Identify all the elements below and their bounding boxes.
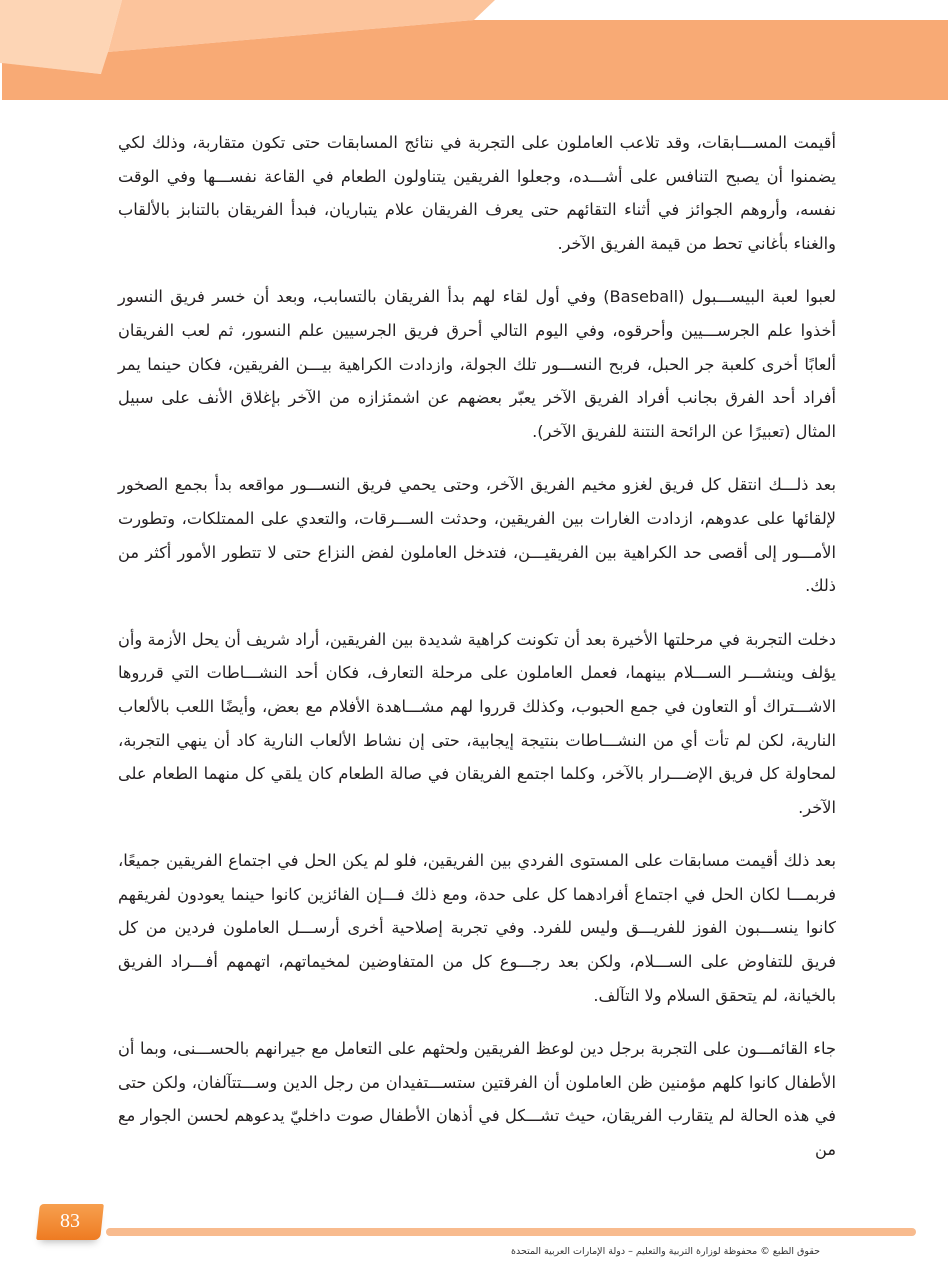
- footer-divider: [106, 1228, 916, 1236]
- paragraph: أقيمت المســـابقات، وقد تلاعب العاملون على التجربة في نتائج المسابقات حتى تكون متقاربة، وذلك لكي يضمنوا أن يصبح التنافس على أشـــده، وجعلوا الفريقين يتناولون الطعام في القاعة نفســـها وفي الوقت نفسه، وأروهم الجوائز في أثناء التقائهم حتى يعرف الفريقان علام يتباريان، فبدأ الفريقان بالتنابز بالألقاب والغناء بأغاني تحط من قيمة الفريق الآخر.: [118, 133, 836, 253]
- page-number: 83: [60, 1210, 80, 1232]
- header-banner: [0, 0, 950, 102]
- paragraph: لعبوا لعبة البيســـبول (Baseball) وفي أول لقاء لهم بدأ الفريقان بالتسابب، وبعد أن خسر فريق النسور أخذوا علم الجرســـيين وأحرقوه، وفي اليوم التالي أحرق فريق الجرسيين علم النسور، ثم لعب الفريقان ألعابًا أخرى كلعبة جر الحبل، فربح النســـور تلك الجولة، وازدادت الكراهية بيـــن الفريقين، فكان حينما يمر أفراد أحد الفرق بجانب أفراد الفريق الآخر يعبّر بعضهم عن اشمئزازه من الآخر بإغلاق الأنف على سبيل المثال (تعبيرًا عن الرائحة النتنة للفريق الآخر).: [118, 287, 836, 441]
- paragraph: بعد ذلك أقيمت مسابقات على المستوى الفردي بين الفريقين، فلو لم يكن الحل في اجتماع الفريقين جميعًا، فربمـــا لكان الحل في اجتماع أفرادهما كل على حدة، ومع ذلك فـــإن الفائزين كانوا حينما يعودون لفريقهم كانوا ينســـبون الفوز للفريـــق وليس للفرد. وفي تجربة إصلاحية أخرى أرســـل العاملون فردين من كل فريق للتفاوض على الســـلام، ولكن بعد رجـــوع كل من المتفاوضين لمخيماتهم، اتهمهم أفـــراد الفريق بالخيانة، لم يتحقق السلام ولا التآلف.: [118, 851, 836, 1005]
- paragraph: بعد ذلـــك انتقل كل فريق لغزو مخيم الفريق الآخر، وحتى يحمي فريق النســـور مواقعه بدأ بجمع الصخور لإلقائها على عدوهم، ازدادت الغارات بين الفريقين، وحدثت الســـرقات، والتعدي على الممتلكات، وتطورت الأمـــور إلى أقصى حد الكراهية بين الفريقيـــن، فتدخل العاملون لفض النزاع حتى لا تتطور الأمور أكثر من ذلك.: [118, 475, 836, 596]
- article-body: [118, 126, 836, 1187]
- paragraph: دخلت التجربة في مرحلتها الأخيرة بعد أن تكونت كراهية شديدة بين الفريقين، أراد شريف أن يحل الأزمة وأن يؤلف وينشـــر الســـلام بينهما، فعمل العاملون على مرحلة التعارف، فكان أحد النشـــاطات التي قرروها الاشـــتراك أو التعاون في جمع الحبوب، وكذلك قرروا لهم مشـــاهدة الأفلام مع بعض، وأيضًا اللعب بالألعاب النارية، لكن لم تأت أي من النشـــاطات بنتيجة إيجابية، حتى إن نشاط الألعاب النارية كاد أن ينهي التجربة، لمحاولة كل فريق الإضـــرار بالآخر، وكلما اجتمع الفريقان في صالة الطعام كان يلقي كل منهما الطعام على الآخر.: [118, 629, 836, 817]
- paragraph: جاء القائمـــون على التجربة برجل دين لوعظ الفريقين ولحثهم على التعامل مع جيرانهم بالحســـنى، وبما أن الأطفال كانوا كلهم مؤمنين ظن العاملون أن الفرقتين ستســـتفيدان من رجل الدين وســـتتآلفان، ولكن حتى في هذه الحالة لم يتقارب الفريقان، حيث تشـــكل في أذهان الأطفال صوت داخليّ يدعوهم لحسن الجوار مع من: [118, 1039, 836, 1160]
- copyright-notice: حقوق الطبع © محفوظة لوزارة التربية والتعليم – دولة الإمارات العربية المتحدة: [511, 1246, 820, 1257]
- banner-light-shape: [0, 0, 122, 74]
